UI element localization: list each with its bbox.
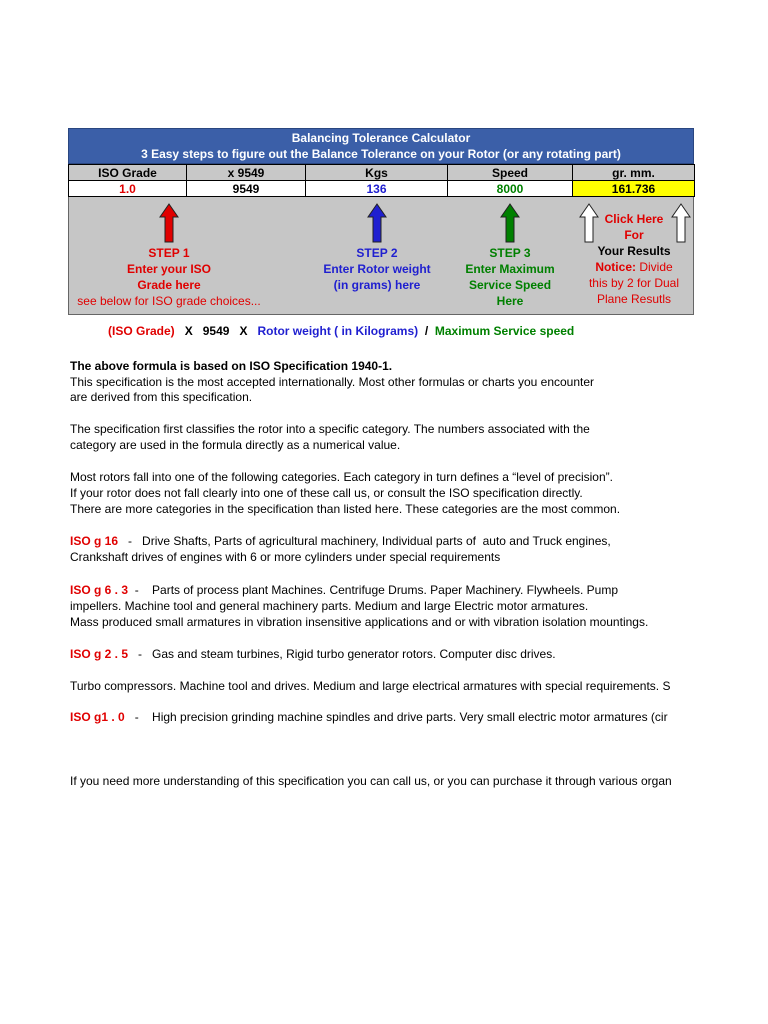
formula-iso: (ISO Grade) (108, 324, 175, 338)
formula-line (108, 324, 574, 338)
notice-line (573, 259, 695, 275)
factor-value: 9549 (187, 181, 306, 197)
header-iso-grade: ISO Grade (69, 165, 187, 181)
rotor-weight-input[interactable]: 136 (306, 181, 448, 197)
iso-g10-line1 (70, 709, 668, 725)
result-cell[interactable]: 161.736 (573, 181, 695, 197)
iso-g25-line2: Turbo compressors. Machine tool and drives. Medium and large electrical armatures with special requirements. S (70, 679, 671, 693)
iso-g63-desc: - Parts of process plant Machines. Centrifuge Drums. Paper Machinery. Flywheels. Pump (128, 583, 618, 597)
para3-line1: Most rotors fall into one of the following categories. Each category in turn defines a “level of precision”. (70, 470, 613, 484)
calculator-grid (68, 164, 695, 197)
para1-line1: This specification is the most accepted internationally. Most other formulas or charts you encounter (70, 375, 595, 389)
notice-line3: Plane Resutls (596, 292, 672, 306)
click-here-label[interactable]: Click Here (604, 212, 664, 226)
header-row (69, 165, 695, 181)
step2-title: STEP 2 (356, 246, 398, 260)
iso-g63-tag: ISO g 6 . 3 (70, 583, 129, 597)
red-up-arrow-icon (159, 203, 179, 243)
para2-line1: The specification first classifies the rotor into a specific category. The numbers associated with the (70, 422, 590, 436)
iso-g25-line1 (70, 646, 556, 662)
calculator-title: Balancing Tolerance Calculator (291, 131, 471, 145)
notice-rest: Divide (635, 260, 673, 274)
step3-title: STEP 3 (489, 246, 531, 260)
calculator-banner (68, 128, 694, 164)
value-row (69, 181, 695, 197)
step1-title: STEP 1 (148, 246, 190, 260)
step3-line2: Service Speed (468, 278, 552, 292)
step3-line3: Here (496, 294, 524, 308)
green-up-arrow-icon (500, 203, 520, 243)
header-speed: Speed (448, 165, 573, 181)
for-label: For (624, 228, 644, 242)
iso-g63-line1 (70, 582, 618, 598)
step1-note: see below for ISO grade choices... (77, 294, 261, 308)
para3-line2: If your rotor does not fall clearly into one of these call us, or consult the ISO specification directly. (70, 486, 583, 500)
balancing-calculator (68, 128, 694, 312)
iso-g10-tag: ISO g1 . 0 (70, 710, 125, 724)
header-kgs: Kgs (306, 165, 448, 181)
blue-up-arrow-icon (367, 203, 387, 243)
notice-label: Notice: (595, 260, 636, 274)
speed-input[interactable]: 8000 (448, 181, 573, 197)
closing-line: If you need more understanding of this specification you can call us, or you can purchase it through various organ (70, 774, 672, 788)
formula-slash: / (424, 324, 429, 338)
step2-column (305, 197, 449, 293)
iso-g16-desc: - Drive Shafts, Parts of agricultural machinery, Individual parts of auto and Truck engines, (118, 534, 611, 548)
iso-g63-line3: Mass produced small armatures in vibration insensitive applications and or with vibration isolation mountings. (70, 615, 649, 629)
header-factor: x 9549 (187, 165, 306, 181)
para1-line2: are derived from this specification. (70, 390, 253, 404)
formula-x2: X (239, 324, 248, 338)
formula-factor: 9549 (202, 324, 230, 338)
formula-weight: Rotor weight ( in Kilograms) (257, 324, 419, 338)
step1-line1: Enter your ISO (126, 262, 212, 276)
iso-g25-desc: - Gas and steam turbines, Rigid turbo generator rotors. Computer disc drives. (128, 647, 556, 661)
step2-line2: (in grams) here (333, 278, 421, 292)
iso-g25-tag: ISO g 2 . 5 (70, 647, 129, 661)
iso-g10-desc: - High precision grinding machine spindles and drive parts. Very small electric motor armatures (cir (124, 710, 668, 724)
iso-g63-line2: impellers. Machine tool and general machinery parts. Medium and large Electric motor armatures. (70, 599, 589, 613)
para2-line2: category are used in the formula directly as a numerical value. (70, 438, 401, 452)
your-results-label: Your Results (597, 244, 671, 258)
formula-speed: Maximum Service speed (434, 324, 575, 338)
step1-column (69, 197, 269, 309)
formula-x1: X (184, 324, 193, 338)
results-column[interactable] (573, 197, 695, 307)
hollow-up-arrow-icon-right (671, 203, 691, 243)
iso-g16-line2: Crankshaft drives of engines with 6 or more cylinders under special requirements (70, 550, 501, 564)
steps-panel (68, 197, 694, 315)
iso-g16-tag: ISO g 16 (70, 534, 119, 548)
iso-grade-input[interactable]: 1.0 (69, 181, 187, 197)
step1-line2: Grade here (137, 278, 201, 292)
step2-line1: Enter Rotor weight (323, 262, 431, 276)
iso-g16-line1 (70, 533, 611, 549)
step3-line1: Enter Maximum (465, 262, 555, 276)
hollow-up-arrow-icon-left (579, 203, 599, 243)
calculator-subtitle: 3 Easy steps to figure out the Balance Tolerance on your Rotor (or any rotating part) (141, 147, 621, 161)
body-heading: The above formula is based on ISO Specification 1940-1. (70, 359, 393, 373)
notice-line2: this by 2 for Dual (588, 276, 680, 290)
step3-column (449, 197, 571, 309)
para3-line3: There are more categories in the specification than listed here. These categories are the most common. (70, 502, 621, 516)
header-result: gr. mm. (573, 165, 695, 181)
